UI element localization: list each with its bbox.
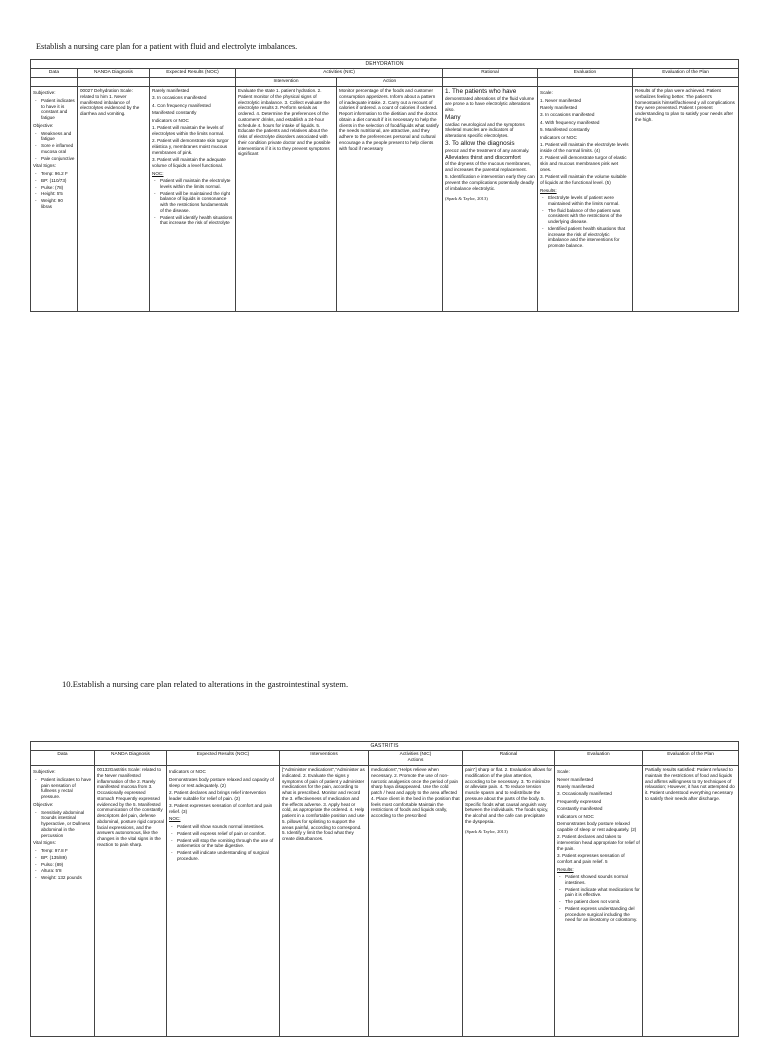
cell-rational xyxy=(443,87,538,312)
col-nanda: NANDA Diagnosis xyxy=(95,751,167,766)
noc-item: - Patient will indicate understanding of surgical procedure. xyxy=(177,850,277,861)
noc-indicator: 2. Patient declares and brings relief intervention leader suitable for relief of pain. (2) xyxy=(169,789,268,801)
vital-item: - BP: (110/73) xyxy=(41,178,75,184)
noc-item: - Patient will be maintained the right balance of liquids in consonance with the restrictions fundamentals of the disease. xyxy=(160,191,233,214)
col-plan-eval: Evaluation of the Plan xyxy=(643,751,739,766)
subjective-item: - Patient indicates to have it is constant and fatigue xyxy=(41,98,75,121)
col-nanda: NANDA Diagnosis xyxy=(78,69,150,78)
vitals-label: Vital Signs: xyxy=(33,163,56,169)
rational-heading: Alleviates thirst and discomfort xyxy=(445,154,521,161)
cell-action xyxy=(337,87,443,312)
eval-scale: Rarely manifested xyxy=(557,784,595,790)
vital-item: - Temp: 97.8 F xyxy=(41,848,92,854)
objective-item: - Pale conjunctive xyxy=(41,156,75,162)
rational-text: demonstrated alterations of the fluid volume are prone a to have electrolytic alterations also. xyxy=(445,95,536,113)
care-plan-table-gastritis xyxy=(30,741,739,1037)
vital-item: - Altura: 5'8 xyxy=(41,868,92,874)
eval-scale: Constantly manifested xyxy=(557,805,603,811)
eval-result: - Electrolyte levels of patient were maintained within the limits normal. xyxy=(548,195,630,206)
noc-item: - Patient will identify health situations that increase the risk of electrolyte xyxy=(160,215,233,226)
eval-scale: 3. In occasions manifested xyxy=(540,112,595,118)
vital-item: - Pulso: (89) xyxy=(41,862,92,868)
intervention-text: Evaluate the state 1. patient hydration. 2. Patient monitor of the physical signs of electrolytic imbalance. 3. Collect evaluate the electrolyte results 3. Perform serials as ordered. 4. Determine the preferences of the customers' drinks, and establish a 24-hour schedule 4. hours for intake of liquids. 5. Educate the patients and relatives about the risks of electrolyte disorders associated with their condition private doctor and the possible interventions if it is to they prevent symptoms significant xyxy=(238,88,332,157)
noc-indicator: 2. Patient will demonstrate skin turgor elástica y, membranes moist mucous membranes of pink. xyxy=(152,138,230,155)
eval-result: - The patient does not vomit. xyxy=(565,899,640,905)
activities-label: Activities (NIC) xyxy=(399,752,432,758)
cell-noc xyxy=(150,87,236,312)
col-blank xyxy=(443,78,538,87)
eval-indicator: 1. Patient will maintain the electrolyte levels inside of the normal limits. (4) xyxy=(540,142,630,154)
noc-item: - Patient will show sounds normal intestines. xyxy=(177,824,277,830)
vital-item: - BP: (135/89) xyxy=(41,855,92,861)
noc-demonstrates: Demonstrates body posture relaxed and capacity of sleep or rest adequately. (2) xyxy=(169,776,276,788)
eval-result: - Patient express understanding del procedure surgical including the need for an ileostomy or colostomy. xyxy=(565,906,640,923)
care-plan-2-heading: 10.Establish a nursing care plan related to alterations in the gastrointestinal system. xyxy=(62,679,349,689)
rational-text: cardiac neurological and the symptoms Skeletal muscles are indicators of alterations specific electrolytes. xyxy=(445,121,526,139)
col-plan-eval: Evaluation of the Plan xyxy=(633,69,739,78)
noc-scale: 3. In occasions manifested xyxy=(152,95,207,101)
col-intervention: Intervention xyxy=(236,78,337,87)
nanda-diagnosis: 00132Gastritis Scale: related to the Never manifested inflammation of the 2. Rarely manifested mucosa from 3. Occasionally expressed stomach Frequently expressed evidenced by the 5. Manifested communication of the constantly descriptors del pain, defense abdominal, posture rigid corporal facial expressions, and the answers autonomous, like the changes in the vital signs in the reaction to pain sharp. xyxy=(97,767,166,847)
rational-text: precoz and the treatment of any anomaly. xyxy=(445,147,530,153)
plan-title: DEHYDRATION xyxy=(31,60,739,69)
noc-scale: Manifested constantly xyxy=(152,109,197,115)
vitals-label: Vital Signs: xyxy=(33,840,56,846)
cell-plan-eval xyxy=(633,87,739,312)
cell-noc xyxy=(167,766,280,1037)
plan-title: GASTRITIS xyxy=(31,742,739,751)
rational-text: 5. Identification e intervention early they can prevent the complications potentially deadly of imbalance electrolytic. xyxy=(445,174,536,191)
noc-indicators-label: Indicators or NOC xyxy=(152,117,189,123)
cell-rational xyxy=(463,766,555,1037)
intervention-text: ["Administer medications","Administer as indicated. 2. Evaluate the signs y symptoms of pain of patient y administer medications for the pain, according to what is prescribed. Monitor and record the 3. effectiveness of medication and the effects adverse. 3. Apply heat or cold, as appropriate the ordered. 4. Help patient in a comfortable position and use 5. pillows for splinting to support the areas painful, according to correspond. 5. Identify y limit the food what they create disturbances. xyxy=(282,767,367,842)
objective-label: Objective: xyxy=(33,801,54,807)
col-blank xyxy=(31,78,78,87)
eval-scale: 4. With frequency manifested xyxy=(540,119,600,125)
col-activities: Activities (NIC) xyxy=(236,69,443,78)
eval-scale: Frequently expressed xyxy=(557,798,602,804)
cell-nanda xyxy=(95,766,167,1037)
plan-eval-text: Partially results satisfied: Patient refused to maintain the restrictions of food and liquids and affirms willingness to try techniques of relaxation; However, it has not attempted do it. Patient understood everything necessary to satisfy their needs after discharge. xyxy=(645,767,736,801)
rational-text: pain"] sharp or flat. 2. Evaluation allows for modification of the plan attention, according to be necessary. 3. To minimize or alleviate pain. 4. To reduce tension muscle spasm and to redistribute the pressure about the parts of the body. 5. Specific foods what causal anguish vary between the individuals. The foods spicy, the alcohol and the cafe can precipitate the dyspepsia. xyxy=(465,767,554,824)
rational-heading: 3. To allow the diagnosis xyxy=(445,140,515,148)
col-blank xyxy=(633,78,739,87)
eval-demonstrates: Demonstrates body posture relaxed capable of sleep or rest adequately. (2) xyxy=(557,821,637,833)
subjective-label: Subjective: xyxy=(33,769,56,775)
eval-indicator: 3. Patient will maintain the volume suitable of liquids at the functional level. (5) xyxy=(540,174,628,185)
nanda-diagnosis: 00027 Dehydration Scale: related to him 1. Never manifested imbalance of electrolytes evidenced by the diarrhea and vomiting. xyxy=(80,88,141,117)
vital-item: - Height: 5'5 xyxy=(41,191,75,197)
eval-scale: 1. Never manifested xyxy=(540,97,582,103)
vital-item: - Temp: 96.2 F xyxy=(41,171,75,177)
rational-heading: Many xyxy=(445,114,461,122)
objective-item: - Weakness and fatigue xyxy=(41,131,75,142)
col-rational: Rational xyxy=(463,751,555,766)
rational-text: of the dryness of the mucous membranes, and increases the parental replacement. xyxy=(445,161,533,173)
eval-scale: 5. Manifested constantly xyxy=(540,126,590,132)
plan-eval-text: Results of the plan were achieved. Patient verbalizes feeling better. The patient's homeostasis himself/achieved y all complications they were prevented. Patient I present understanding to plan to satisfy your needs after the high. xyxy=(635,88,737,122)
vital-item: - Weight: 90 libras xyxy=(41,198,75,209)
cell-evaluation xyxy=(555,766,643,1037)
col-data: Data xyxy=(31,751,95,766)
vital-item: - Pulse: (78) xyxy=(41,185,75,191)
col-activities xyxy=(369,751,463,766)
col-rational: Rational xyxy=(443,69,538,78)
objective-label: Objective: xyxy=(33,122,54,128)
subjective-label: Subjective: xyxy=(33,90,56,96)
care-plan-1-heading: Establish a nursing care plan for a patient with fluid and electrolyte imbalances. xyxy=(36,42,298,51)
eval-results-label: Results: xyxy=(557,866,574,872)
rational-heading: 1. The patients who have xyxy=(445,88,517,96)
eval-scale: Never manifested xyxy=(557,776,594,782)
noc-item: - Patient will express relief of pain or comfort. xyxy=(177,831,277,837)
eval-indicator: 3. Patient expresses sensation of comfort and pain relief. 5 xyxy=(557,853,626,864)
eval-indicator: 2. Patient will demonstrate turgor of elastic skin and mucous membranes pink wet ones. xyxy=(540,155,628,172)
noc-indicator: 3. Patient will maintain the adequate volume of liquids a level functional. xyxy=(152,157,228,168)
noc-indicator: 3. Patient expresses sensation of comfort and pain relief. (3) xyxy=(169,802,274,814)
eval-results-label: Results: xyxy=(540,187,557,193)
care-plan-table-dehydration xyxy=(30,59,739,312)
col-evaluation: Evaluation xyxy=(538,69,633,78)
noc-item: - Patient will maintain the electrolyte levels within the limits normal. xyxy=(160,178,233,189)
eval-result: - Patient showed sounds normal intestines. xyxy=(565,874,640,885)
noc-scale: 4. Con frequency manifested xyxy=(152,102,211,108)
col-noc: Expected Results (NOC) xyxy=(167,751,280,766)
noc-label: NOC: xyxy=(169,816,181,822)
cell-data xyxy=(31,766,95,1037)
cell-plan-eval xyxy=(643,766,739,1037)
eval-indicators-label: Indicators or NOC xyxy=(557,813,594,819)
subjective-item: - Patient indicates to have pain sensation of fullness y rectal pressure. xyxy=(41,777,92,800)
cell-evaluation xyxy=(538,87,633,312)
col-action: Action xyxy=(337,78,443,87)
objective-item: - Sore e inflamed mucosa oral xyxy=(41,143,75,154)
eval-scale-label: Scale: xyxy=(557,769,570,775)
col-blank xyxy=(150,78,236,87)
eval-indicators-label: Indicators or NOC xyxy=(540,134,577,140)
action-text: Monitor percentage of the foods and customer consumption appetizers. Inform about a pattern of inadequate intake. 2. Carry out a recount of calories if ordered. a count of calories if ordered. Report information to the dietitian and the doctor. obtain a diet consult if it is necessary to help the clients in the selection of food/liquids what satisfy the needs nutritional, are attractive, and they adhere to the preferences personal and cultural encourage a the people present to help clients with food if necessary xyxy=(339,88,441,151)
objective-item: - Sensitivity abdominal Sounds intestinal hyperactive, or Dullness abdominal in the percussion xyxy=(41,810,92,839)
col-evaluation: Evaluation xyxy=(555,751,643,766)
cell-action xyxy=(369,766,463,1037)
action-text: medications","Helps relieve when necessary. 2. Promote the use of non-narcotic analgesics once the period of pain sharp haya disappeared. Use the cold patch / heat and apply to the area affected 4. Place client in the bed in the position that feels most comfortable Maintain the restrictions of foods and liquids orally, according to the prescribed xyxy=(371,767,461,819)
eval-scale: Rarely manifested xyxy=(540,105,578,111)
eval-scale: 3. Occasionally manifested xyxy=(557,791,612,797)
noc-indicators-label: Indicators or NOC xyxy=(169,769,206,775)
noc-scale: Rarely manifested xyxy=(152,88,190,94)
col-data: Data xyxy=(31,69,78,78)
cell-nanda xyxy=(78,87,150,312)
rational-citation: (Spark & Taylor, 2013) xyxy=(445,195,488,201)
eval-indicator: 2. Patient declares and takes to intervention head appropriate for relief of the pain. xyxy=(557,834,642,851)
eval-result: - Identified patient health situations that increase the risk of electrolytic imbalance and the interventions for promote balance. xyxy=(548,226,630,249)
eval-scale-label: Scale: xyxy=(540,90,553,96)
col-blank xyxy=(78,78,150,87)
noc-label: NOC: xyxy=(152,170,164,176)
noc-item: - Patient will stop the vomiting through the use of antiemetics or the tube digestive. xyxy=(177,838,277,849)
vital-item: - Weight: 132 pounds xyxy=(41,875,92,881)
actions-label: Actions xyxy=(407,758,424,764)
rational-citation: (Spark & Taylor, 2013) xyxy=(465,828,508,834)
col-blank xyxy=(538,78,633,87)
noc-indicator: 1. Patient will maintain the levels of electrolytes within the limits normal. xyxy=(152,125,225,137)
col-noc: Expected Results (NOC) xyxy=(150,69,236,78)
cell-data xyxy=(31,87,78,312)
cell-intervention xyxy=(280,766,369,1037)
eval-result: - Patient indicate what medications for pain it is effective. xyxy=(565,887,640,898)
col-intervention: Interventions xyxy=(280,751,369,766)
cell-intervention xyxy=(236,87,337,312)
eval-result: - The fluid balance of the patient was consistent with the restrictions of the underlying disease. xyxy=(548,208,630,225)
